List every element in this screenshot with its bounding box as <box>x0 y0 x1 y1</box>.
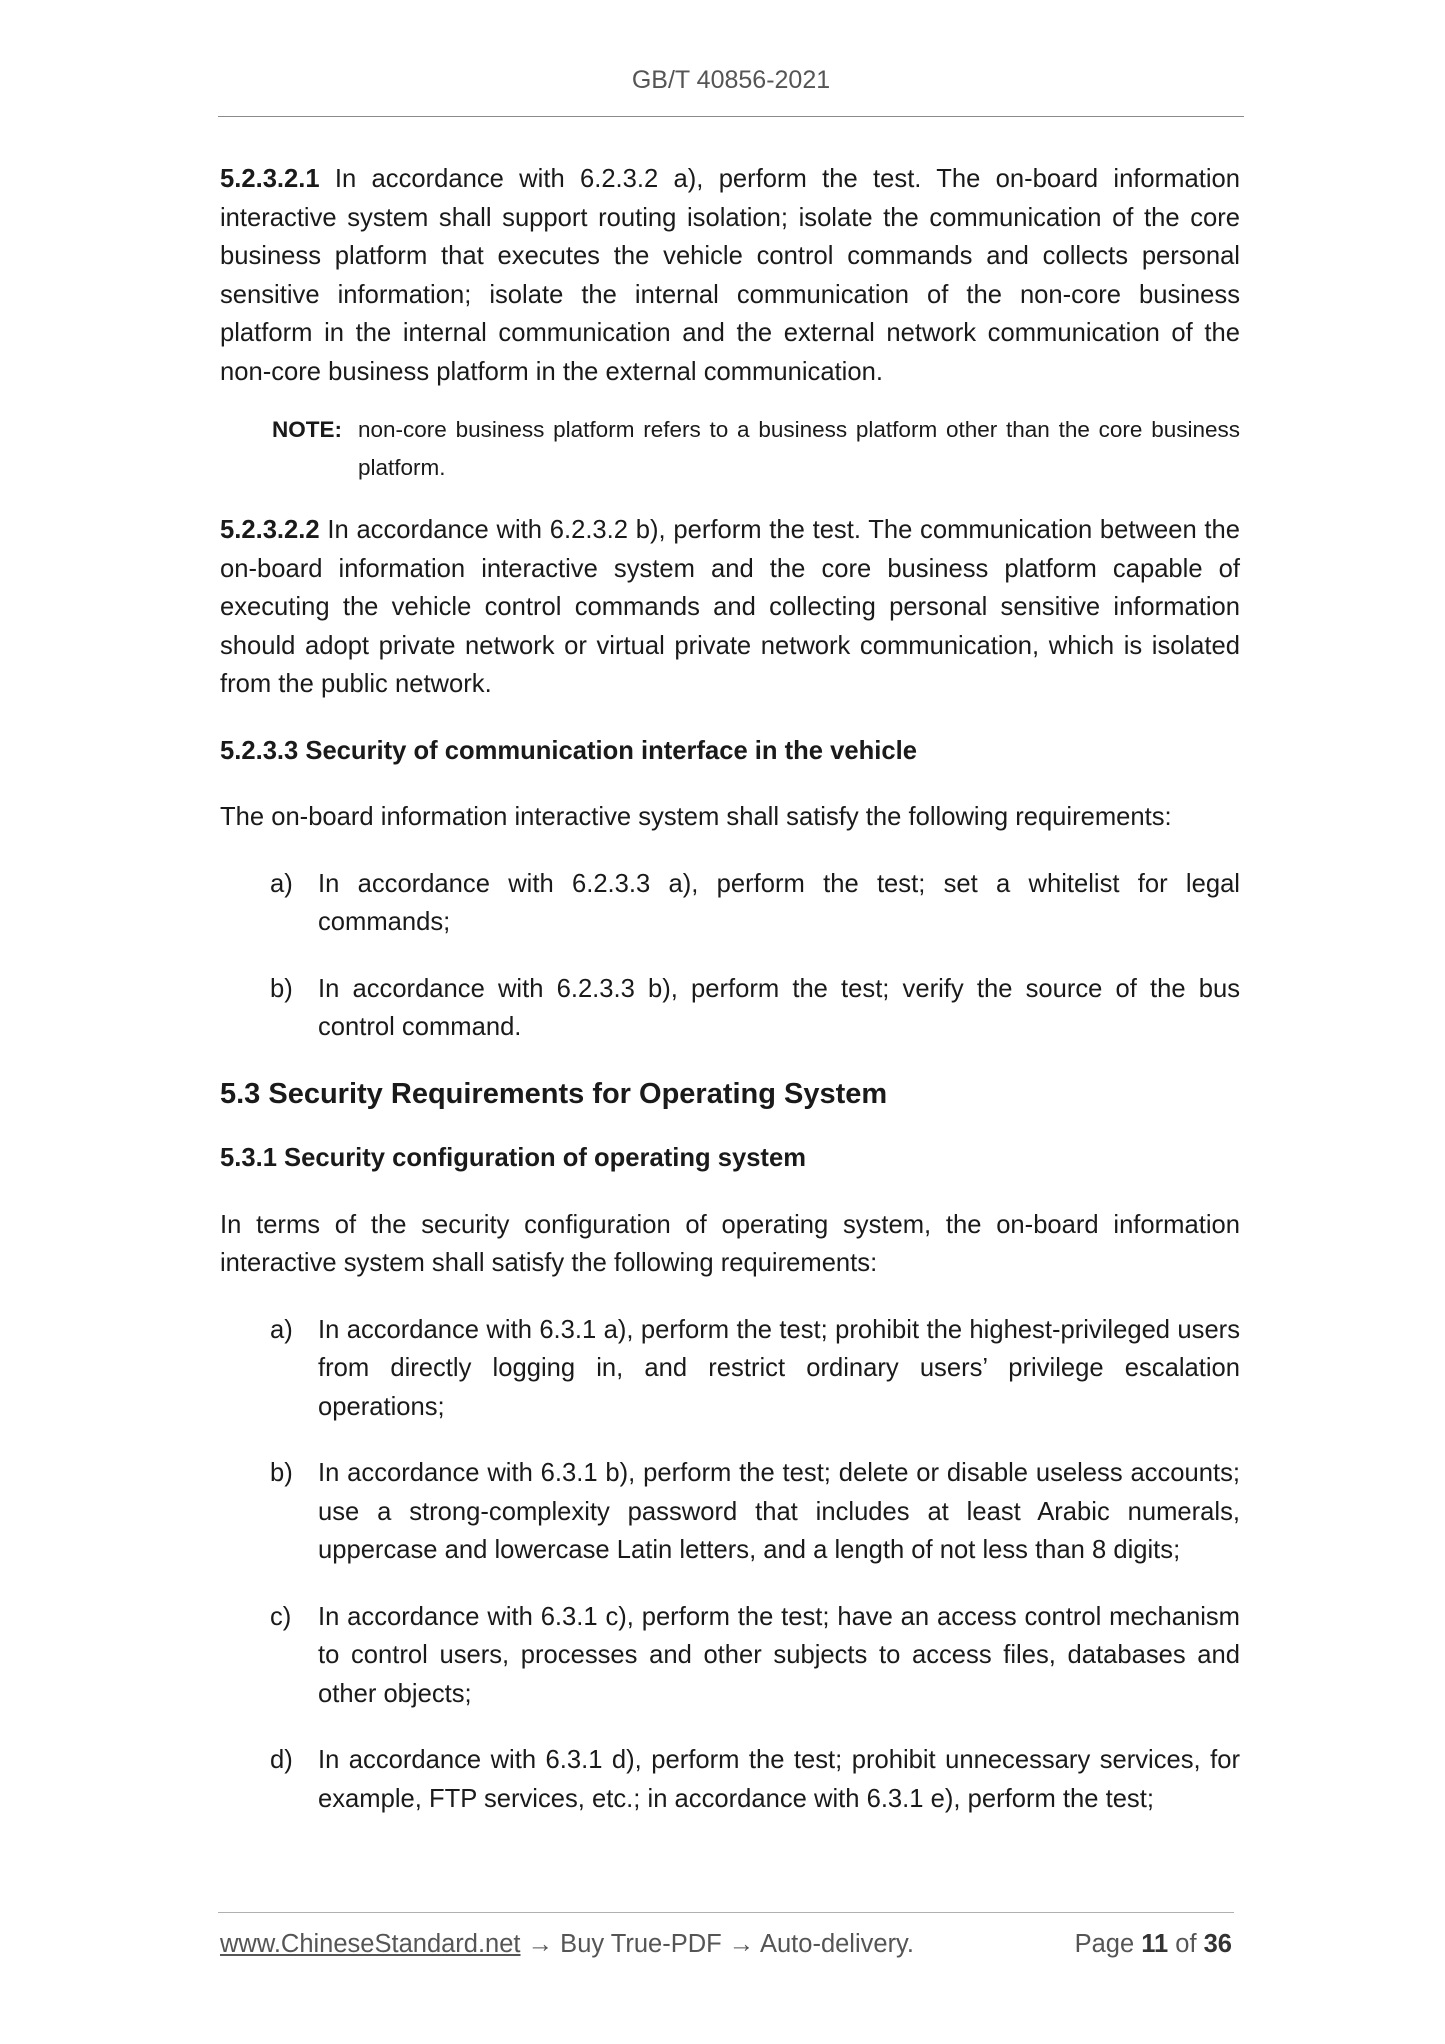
list-item <box>220 1741 1240 1818</box>
list-item-text: In accordance with 6.3.1 c), perform the test; have an access control mechanism to control users, processes and other subjects to access files, databases and other objects; <box>318 1602 1240 1708</box>
page-total: 36 <box>1203 1930 1232 1958</box>
list-item-text: In accordance with 6.3.1 a), perform the test; prohibit the highest-privileged users from directly logging in, and restrict ordinary users’ privilege escalation operations; <box>318 1315 1240 1421</box>
heading-5-3: 5.3 Security Requirements for Operating System <box>220 1077 888 1110</box>
list-item <box>220 865 1240 942</box>
of-word: of <box>1168 1930 1204 1958</box>
heading-5-2-3-3: 5.2.3.3 Security of communication interface in the vehicle <box>220 736 917 765</box>
requirements-intro: The on-board information interactive system shall satisfy the following requirements: <box>220 803 1172 831</box>
list-item-text: In accordance with 6.3.1 b), perform the test; delete or disable useless accounts; use a strong-complexity password that includes at least Arabic numerals, uppercase and lowercase Latin letters, and a length of not less than 8 digits; <box>318 1459 1240 1564</box>
list-item-text: In accordance with 6.3.1 d), perform the test; prohibit unnecessary services, for example, FTP services, etc.; in accordance with 6.3.1 e), perform the test; <box>318 1746 1240 1813</box>
page-number: 11 <box>1141 1930 1169 1958</box>
document-code-header: GB/T 40856-2021 <box>631 66 831 94</box>
list-item <box>220 1598 1240 1714</box>
footer-divider <box>218 1912 1234 1913</box>
list-item-label: c) <box>270 1602 292 1631</box>
list-item-label: a) <box>270 869 293 898</box>
note-block <box>272 411 1240 487</box>
website-link[interactable]: www.ChineseStandard.net <box>220 1930 521 1958</box>
list-item-text: In accordance with 6.2.3.3 a), perform the test; set a whitelist for legal commands; <box>318 869 1240 936</box>
note-label: NOTE: <box>272 417 342 442</box>
page-word: Page <box>1074 1930 1142 1958</box>
footer-promo-text: → Buy True-PDF → Auto-delivery. <box>520 1930 914 1958</box>
clause-text: In accordance with 6.2.3.2 b), perform the test. The communication between the on-board information interactive system and the core business platform capable of executing the vehicle control commands and collecting personal sensitive information should adopt private network or virtual private network communication, which is isolated from the public network. <box>220 516 1240 698</box>
page-footer <box>220 1930 1232 1959</box>
list-item-label: b) <box>270 974 293 1003</box>
heading-5-3-1: 5.3.1 Security configuration of operating system <box>220 1144 806 1172</box>
clause-5-2-3-2-2 <box>220 511 1240 704</box>
footer-promo <box>220 1930 914 1959</box>
list-item <box>220 1454 1240 1570</box>
list-item-label: b) <box>270 1459 293 1487</box>
list-item-label: d) <box>270 1746 293 1774</box>
clause-5-2-3-2-1 <box>220 160 1240 391</box>
list-item-text: In accordance with 6.2.3.3 b), perform the test; verify the source of the bus control command. <box>318 974 1240 1041</box>
clause-number: 5.2.3.2.2 <box>220 516 320 544</box>
list-item-label: a) <box>270 1315 293 1344</box>
page-indicator <box>1075 1930 1232 1959</box>
requirements-intro: In terms of the security configuration of operating system, the on-board information interactive system shall satisfy the following requirements: <box>220 1210 1240 1277</box>
header-divider <box>218 116 1244 117</box>
note-text: non-core business platform refers to a business platform other than the core business platform. <box>358 417 1240 480</box>
list-item <box>220 1311 1240 1427</box>
clause-text: In accordance with 6.2.3.2 a), perform the test. The on-board information interactive system shall support routing isolation; isolate the communication of the core business platform that executes the vehicle control commands and collects personal sensitive information; isolate the internal communication of the non-core business platform in the internal communication and the external network communication of the non-core business platform in the external communication. <box>220 165 1240 386</box>
list-item <box>220 970 1240 1047</box>
clause-number: 5.2.3.2.1 <box>220 165 320 193</box>
document-body <box>220 160 1240 1846</box>
